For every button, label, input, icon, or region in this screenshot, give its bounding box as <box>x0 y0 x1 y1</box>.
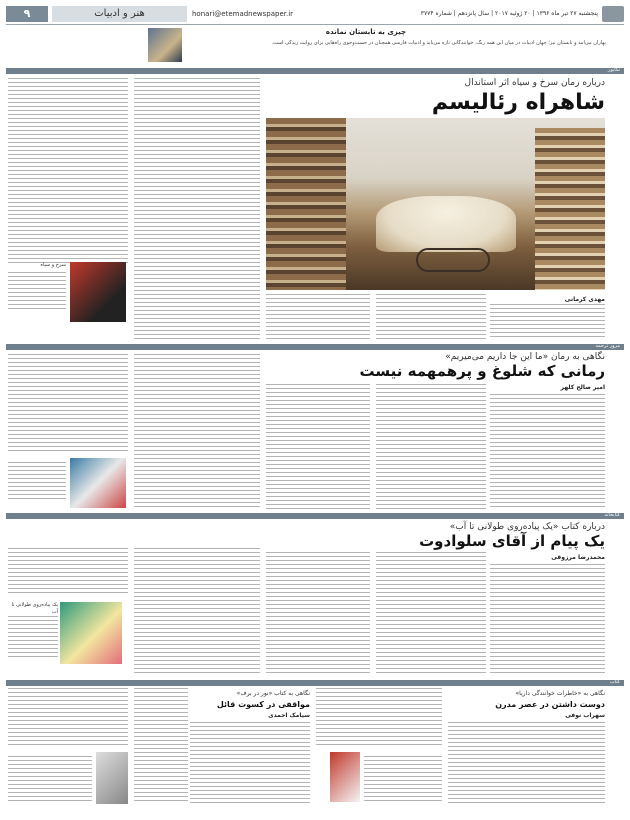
bottom-col-1 <box>8 688 128 748</box>
article2-book-info <box>8 462 66 502</box>
section-strip-label: تکاپور <box>607 67 620 73</box>
article1-book-cover <box>70 262 126 322</box>
bottom-left-headline: مواقفی در کسوت قائل <box>216 700 310 709</box>
article2-col-2 <box>134 354 260 510</box>
section-strip-3 <box>6 513 624 519</box>
article3-col-3 <box>266 552 370 674</box>
article1-book-caption: سرخ و سیاه <box>40 262 66 268</box>
intro-text: بهاران می‌آمد و تابستان نیز؛ جهان ادبیات در میان این همه رنگ، خوانندگانی تازه می‌یابد و ادبیات فارسی همچنان در جست‌وجوی راه‌هایی برای روایت زندگی است. <box>271 40 606 46</box>
bottom-right-author: سهراب نوفی <box>565 712 605 719</box>
bottom-left-author: سیامک احمدی <box>268 712 310 719</box>
article2-col-1 <box>8 354 128 454</box>
bottom-book-info-1 <box>8 756 92 802</box>
teaser-title: چیزی به تابستان نمانده <box>325 28 406 36</box>
article1-photo <box>266 118 605 290</box>
article2-headline: رمانی که شلوغ و پرهمهمه نیست <box>359 362 605 380</box>
bottom-right-col <box>448 722 605 804</box>
article1-col-4 <box>376 294 486 340</box>
bottom-right-headline: دوست داشتن در عصر مدرن <box>495 700 605 709</box>
article3-col-5 <box>490 564 605 674</box>
newspaper-logo-icon <box>602 6 624 22</box>
section-strip-label: کتاب <box>609 679 620 685</box>
article1-col-3 <box>266 294 370 340</box>
article1-col-2 <box>134 78 260 340</box>
article2-col-4 <box>376 384 486 510</box>
article2-col-3 <box>266 384 370 510</box>
bottom-left-kicker: نگاهی به کتاب «نور در برف» <box>236 690 310 697</box>
article1-kicker: درباره رمان سرخ و سیاه اثر استاندال <box>464 78 605 88</box>
article2-col-5 <box>490 394 605 510</box>
article3-col-1 <box>8 548 128 596</box>
section-strip-2 <box>6 344 624 350</box>
section-strip-label: مرور ترجمه <box>595 343 620 349</box>
article1-col-5 <box>490 304 605 340</box>
article1-col-left <box>8 78 128 266</box>
page-number: ۹ <box>6 6 48 22</box>
section-title: هنر و ادبیات <box>52 6 187 22</box>
section-email[interactable]: honari@etemadnewspaper.ir <box>192 10 294 18</box>
bottom-right-kicker: نگاهی به «خاطرات خوانندگی داریا» <box>515 690 605 697</box>
bottom-book-cover-1 <box>96 752 128 804</box>
article3-book-caption: یک پیاده‌روی طولانی تا آب <box>11 602 58 615</box>
article3-book-cover <box>60 602 122 664</box>
divider <box>6 24 624 25</box>
article3-book-info <box>8 616 58 660</box>
article3-author: محمدرضا مرزوقی <box>551 554 605 561</box>
bottom-book-cover-2 <box>330 752 360 802</box>
bottom-book-info-2 <box>364 756 442 802</box>
section-strip-4 <box>6 680 624 686</box>
article1-headline: شاهراه رئالیسم <box>431 90 605 115</box>
article1-author: مهدی کرمانی <box>564 296 605 303</box>
article3-kicker: درباره کتاب «یک پیاده‌روی طولانی تا آب» <box>449 522 605 532</box>
bottom-col-3 <box>190 722 310 804</box>
article3-col-4 <box>376 552 486 674</box>
article2-kicker: نگاهی به رمان «ما این جا داریم می‌میریم» <box>445 352 605 362</box>
article3-col-2 <box>134 548 260 674</box>
article2-author: امیر صالح کلهر <box>560 384 605 391</box>
article2-book-cover <box>70 458 126 508</box>
section-strip-1 <box>6 68 624 74</box>
article3-headline: یک پیام از آقای سلوادوت <box>419 532 605 550</box>
article1-book-info <box>8 272 66 312</box>
bottom-col-2 <box>134 688 188 804</box>
bottom-col-4 <box>316 688 442 746</box>
section-strip-label: کتابخانه <box>604 512 620 518</box>
masthead-bar <box>0 6 630 22</box>
dateline: پنجشنبه ۲۷ تیر ماه ۱۳۹۶ | ۲۰ ژوئیه ۲۰۱۷ | سال پانزدهم | شماره ۳۷۷۴ <box>420 10 598 17</box>
